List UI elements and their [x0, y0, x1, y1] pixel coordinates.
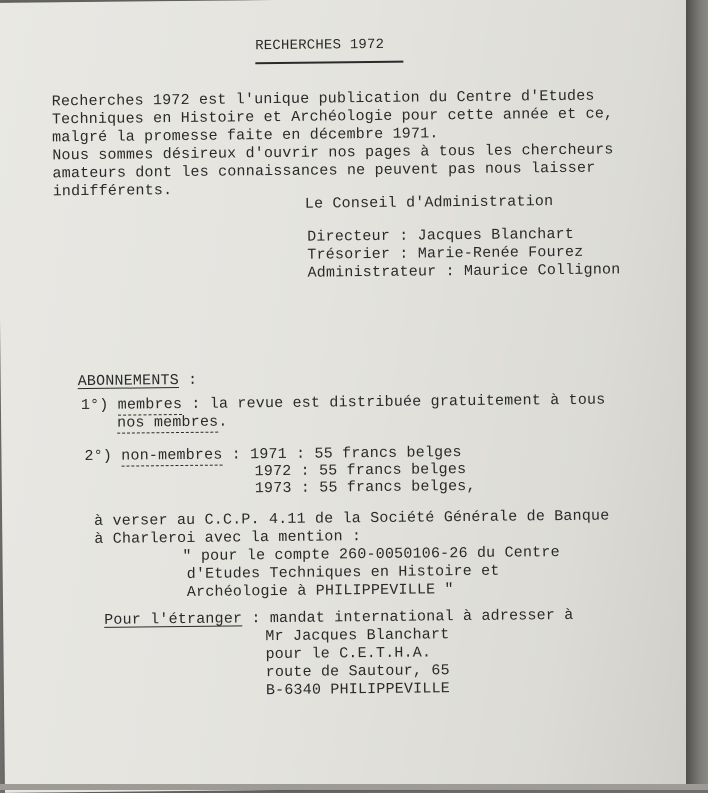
title-underline	[255, 61, 403, 64]
member-subscription-line	[81, 392, 606, 414]
payment-mention-line: Archéologie à PHILIPPEVILLE "	[186, 581, 454, 601]
our-members-label: nos membres	[117, 413, 219, 432]
price-line: 1972 : 55 francs belges	[254, 461, 467, 481]
page-title: RECHERCHES 1972	[255, 36, 385, 55]
intro-line: Nous sommes désireux d'ouvrir nos pages à tous les chercheurs	[52, 141, 614, 165]
intro-line: Techniques en Histoire et Archéologie pour cette année et ce,	[51, 105, 614, 129]
council-member: Directeur : Jacques Blanchart	[307, 225, 575, 246]
intro-line: malgré la promesse faite en décembre 1971.	[52, 125, 439, 147]
council-member: Administrateur : Maurice Collignon	[307, 261, 621, 282]
non-members-separator: :	[222, 446, 251, 464]
address-line: route de Sautour, 65	[265, 662, 450, 682]
members-label: membres	[117, 395, 183, 414]
members-text: : la revue est distribuée gratuitement à tous	[182, 391, 606, 413]
address-line: pour le C.E.T.H.A.	[265, 644, 432, 664]
payment-mention-line: " pour le compte 260-0050106-26 du Centre	[182, 544, 560, 565]
price-line: 1971 : 55 francs belges	[250, 444, 462, 464]
member-subscription-line2	[117, 414, 228, 432]
payment-line: à verser au C.C.P. 4.11 de la Société Générale de Banque	[94, 507, 610, 530]
bottom-edge	[0, 784, 708, 790]
intro-line: indifférents.	[52, 182, 173, 201]
council-member: Trésorier : Marie-Renée Fourez	[307, 243, 584, 264]
our-members-text: .	[218, 413, 228, 431]
council-heading: Le Conseil d'Administration	[304, 193, 554, 213]
subscriptions-heading-suffix: :	[178, 371, 198, 390]
foreign-text: : mandat international à adresser à	[242, 606, 574, 628]
payment-mention-line: d'Etudes Techniques en Histoire et	[186, 562, 500, 583]
payment-line: à Charleroi avec la mention :	[94, 528, 362, 548]
foreign-label: Pour l'étranger	[104, 610, 243, 629]
non-members-label: non-membres	[121, 446, 223, 465]
subscriptions-heading-label: ABONNEMENTS	[77, 372, 179, 391]
item-number: 1°)	[80, 396, 109, 415]
address-line: Mr Jacques Blanchart	[265, 626, 450, 646]
intro-line: Recherches 1972 est l'unique publication du Centre d'Etudes	[51, 87, 595, 111]
background-edge	[686, 0, 708, 790]
foreign-line	[104, 607, 573, 629]
item-number: 2°)	[84, 447, 113, 466]
subscriptions-heading	[78, 372, 198, 390]
intro-line: amateurs dont les connaissances ne peuvent pas nous laisser	[52, 159, 596, 183]
price-line: 1973 : 55 francs belges,	[254, 477, 476, 498]
address-line: B-6340 PHILIPPEVILLE	[265, 680, 451, 700]
